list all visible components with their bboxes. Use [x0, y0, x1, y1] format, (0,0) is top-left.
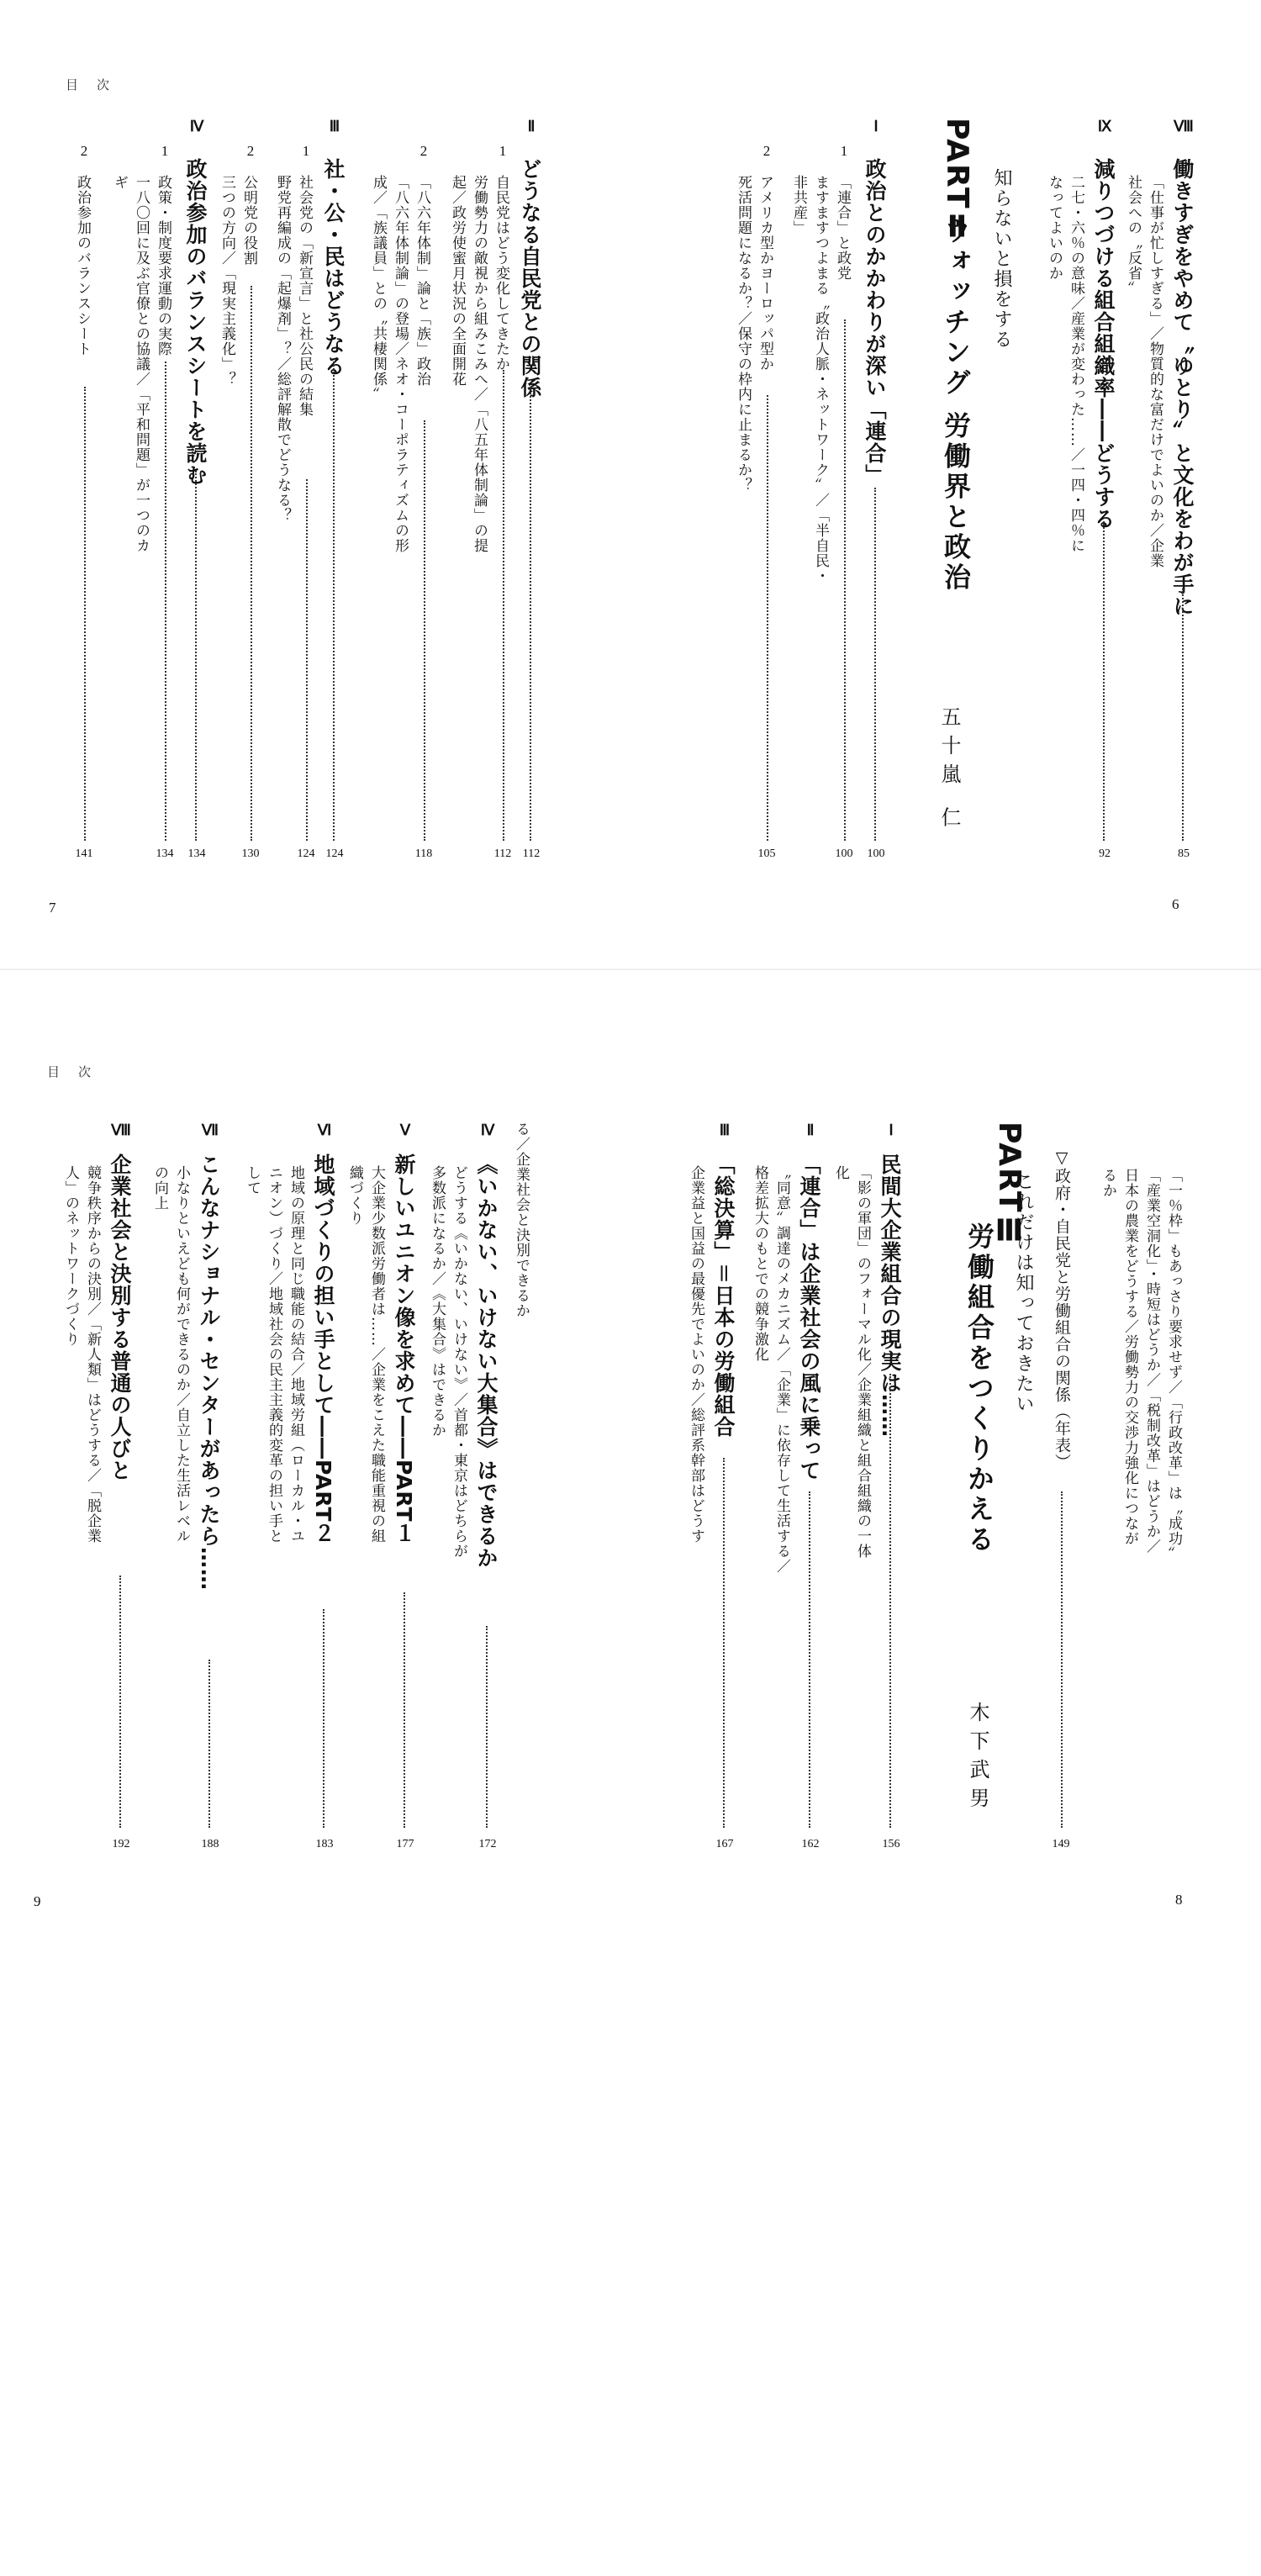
section-number: 2 — [80, 143, 88, 159]
chapter-summary: 「影の軍団」のフォーマル化／企業組織と組合組織の一体 — [854, 1165, 871, 1559]
page-ref: 188 — [201, 1838, 219, 1850]
page-ref: 92 — [1099, 847, 1111, 860]
section-number: 1 — [840, 143, 848, 159]
section-summary: 三つの方向／「現実主義化」？ — [219, 175, 235, 387]
section-summary: 野党再編成の「起爆剤」？／総評解散でどうなる？ — [274, 175, 291, 523]
section-number: 2 — [419, 143, 428, 159]
chapter-numeral: Ⅰ — [889, 1122, 894, 1138]
chapter-summary: して — [244, 1165, 261, 1196]
chapter-summary: どうする《いかない、いけない》／首都・東京はどちらが — [451, 1165, 467, 1559]
chapter-summary: 「仕事が忙しすぎる」／物質的な富だけでよいのか／企業 — [1147, 175, 1163, 568]
page-ref: 183 — [315, 1838, 334, 1850]
section-title: 「連合」と政党 — [834, 175, 851, 281]
chapter-summary: ニオン）づくり／地域社会の民主主義的変革の担い手と — [266, 1165, 282, 1544]
dot-leader — [809, 1491, 810, 1828]
chapter-summary: 「産業空洞化」・時短はどうか／「税制改革」はどうか／ — [1143, 1168, 1160, 1555]
dot-leader — [486, 1626, 488, 1828]
page-ref: 118 — [414, 847, 433, 860]
chapter-summary: 地域の原理と同じ職能の結合／地域労組（ローカル・ユ — [288, 1165, 304, 1544]
chapter-numeral: Ⅳ — [480, 1122, 495, 1138]
chapter-title: 《いかない、いけない大集合》はできるか — [474, 1153, 499, 1569]
chapter-summary: 多数派になるか／《大集合》はできるか — [429, 1165, 446, 1438]
section-summary: 一八〇回に及ぶ官僚との協議／「平和問題」が一つのカ — [133, 175, 150, 553]
page-ref: 172 — [478, 1838, 497, 1850]
chapter-summary: 格差拡大のもとでの競争激化 — [752, 1165, 768, 1362]
chapter-summary: 人」のネットワークづくり — [62, 1165, 79, 1347]
page-ref: 177 — [396, 1838, 414, 1850]
section-number: 2 — [762, 143, 771, 159]
page-ref: 124 — [297, 847, 315, 860]
chapter-summary: 〝同意〟調達のメカニズム／「企業」に依存して生活する／ — [773, 1165, 790, 1574]
section-title: 社会党の「新宣言」と社公民の結集 — [296, 175, 313, 417]
chapter-numeral: Ⅸ — [1097, 118, 1112, 135]
chapter-numeral: Ⅰ — [873, 118, 878, 135]
chapter-summary: 「一％枠」もあっさり要求せず／「行政改革」は〝成功〟 — [1165, 1168, 1182, 1561]
chapter-title: こんなナショナル・センターがあったら…… — [197, 1153, 221, 1591]
chapter-numeral: Ⅲ — [329, 118, 340, 135]
section-summary: 非共産」 — [790, 175, 807, 235]
page-number-right: 8 — [1175, 1892, 1183, 1908]
chapter-numeral: Ⅲ — [719, 1122, 731, 1138]
section-title: 政策・制度要求運動の実際 — [155, 175, 171, 356]
section-number: 1 — [499, 143, 507, 159]
page-ref: 100 — [835, 847, 853, 860]
chapter-summary: 日本の農業をどうする／労働勢力の交渉力強化につなが — [1121, 1168, 1138, 1546]
dot-leader — [333, 362, 335, 841]
chapter-numeral: Ⅷ — [1174, 118, 1194, 135]
chapter-summary: 織づくり — [346, 1165, 363, 1226]
dot-leader — [844, 319, 846, 841]
page-ref: 112 — [493, 847, 512, 860]
section-summary: 労働勢力の敵視から組みこみへ／「八五年体制論」の提 — [471, 175, 488, 553]
section-title: 「八六年体制」論と「族」政治 — [414, 175, 430, 387]
chapter-title: 地域づくりの担い手として――PART２ — [311, 1153, 335, 1544]
dot-leader — [323, 1609, 324, 1828]
dot-leader — [84, 387, 86, 841]
dot-leader — [530, 387, 531, 841]
page-number-right: 6 — [1172, 896, 1179, 912]
section-title: アメリカ型かヨーロッパ型か — [757, 175, 773, 372]
page-ref: 134 — [156, 847, 174, 860]
section-number: 1 — [302, 143, 310, 159]
section-number: 2 — [246, 143, 255, 159]
chapter-title: 「連合」は企業社会の風に乗って — [797, 1153, 821, 1481]
chapter-title: 社・公・民はどうなる — [321, 158, 346, 377]
spread-pages-8-9 — [0, 969, 1261, 1939]
dot-leader — [306, 479, 308, 841]
chapter-summary: なってよいのか — [1046, 175, 1063, 281]
dot-leader — [404, 1592, 405, 1828]
section-title: 自民党はどう変化してきたか — [493, 175, 509, 372]
chapter-numeral: Ⅱ — [806, 1122, 815, 1138]
dot-leader — [119, 1576, 121, 1828]
part-author: 木下武男 — [966, 1702, 989, 1816]
chapter-summary: 社会への〝反省〟 — [1125, 175, 1142, 296]
chapter-summary: の向上 — [151, 1165, 168, 1211]
dot-leader — [889, 1374, 891, 1828]
chapter-summary: 化 — [832, 1165, 849, 1180]
section-summary: 死活問題になるか？／保守の枠内に止まるか？ — [735, 175, 752, 493]
chapter-summary: るか — [1100, 1168, 1116, 1198]
chapter-title: 企業社会と決別する普通の人びと — [108, 1153, 132, 1481]
chapter-title: どうなる自民党との関係 — [518, 158, 542, 399]
part-label: PARTⅢ — [992, 1122, 1026, 1250]
chapter-numeral: Ⅵ — [317, 1122, 332, 1138]
chapter-summary: 企業益と国益の最優先でよいのか／総評系幹部はどうす — [688, 1165, 704, 1544]
page-ref: 134 — [187, 847, 206, 860]
page-ref: 124 — [325, 847, 344, 860]
dot-leader — [1103, 521, 1105, 841]
chapter-numeral: Ⅴ — [399, 1122, 411, 1138]
spread-pages-6-7 — [0, 0, 1261, 969]
chapter-title: 新しいユニオン像を求めて――PART１ — [392, 1153, 416, 1544]
chapter-summary: 二七・六％の意味／産業が変わった……／一四・四％に — [1068, 175, 1084, 553]
section-summary: ますますつよまる〝政治人脈・ネットワーク〟／「半自民・ — [812, 175, 829, 583]
page-ref: 141 — [75, 847, 93, 860]
part-title: 労働組合をつくりかえる — [963, 1222, 995, 1555]
section-summary: 「八六年体制論」の登場／ネオ・コーポラティズムの形 — [392, 175, 409, 553]
page-number-left: 7 — [49, 900, 56, 916]
chapter-numeral: Ⅷ — [111, 1122, 131, 1138]
part-subtitle: これだけは知っておきたい — [1013, 1172, 1034, 1414]
page-ref: 167 — [715, 1838, 734, 1850]
page-ref: 192 — [112, 1838, 130, 1850]
dot-leader — [165, 362, 166, 841]
chapter-summary: 競争秩序からの決別／「新人類」はどうする／「脱企業 — [84, 1165, 101, 1544]
dot-leader — [1182, 589, 1184, 841]
chapter-summary: 大企業少数派労働者は……／企業をこえた職能重視の組 — [368, 1165, 385, 1544]
chapter-title: 「総決算」＝日本の労働組合 — [711, 1153, 736, 1438]
chapter-numeral: Ⅱ — [527, 118, 536, 135]
chapter-numeral: Ⅳ — [189, 118, 204, 135]
dot-leader — [503, 370, 504, 841]
dot-leader — [767, 395, 768, 841]
dot-leader — [251, 286, 252, 841]
page-ref: 149 — [1052, 1838, 1070, 1850]
section-summary: ギ — [111, 175, 128, 190]
page-ref: 100 — [867, 847, 885, 860]
page-ref: 130 — [241, 847, 260, 860]
chapter-title: 政治参加のバランスシートを読む — [183, 158, 208, 486]
part-label: PARTⅡ — [940, 118, 974, 246]
page-ref: 85 — [1178, 847, 1190, 860]
dot-leader — [424, 420, 425, 841]
section-summary: 起／政労使蜜月状況の全面開花 — [449, 175, 466, 387]
page-ref: 162 — [801, 1838, 820, 1850]
part-title: ウォッチング 労働界と政治 — [940, 217, 972, 594]
running-header: 目次 — [47, 1064, 110, 1079]
dot-leader — [1061, 1491, 1063, 1828]
chapter-title: 政治とのかかわりが深い「連合」 — [863, 158, 887, 486]
part-subtitle: 知らないと損をする — [991, 168, 1012, 350]
chronology-title: ▽政府・自民党と労働組合の関係（年表） — [1053, 1148, 1071, 1470]
page-ref: 112 — [522, 847, 541, 860]
dot-leader — [208, 1660, 210, 1828]
chapter-summary: る／企業社会と決別できるか — [513, 1122, 530, 1318]
chapter-summary: 小なりといえども何ができるのか／自立した生活レベル — [173, 1165, 190, 1544]
part-author: 五十嵐 仁 — [937, 706, 961, 836]
section-title: 政治参加のバランスシート — [74, 175, 91, 356]
chapter-title: 減りつづける組合組織率――どうする — [1091, 158, 1116, 530]
page-ref: 156 — [882, 1838, 900, 1850]
dot-leader — [723, 1458, 725, 1828]
section-number: 1 — [161, 143, 169, 159]
chapter-title: 働きすぎをやめて〝ゆとり〟と文化をわが手に — [1170, 158, 1195, 617]
chapter-title: 民間大企業組合の現実は…… — [878, 1153, 902, 1438]
section-title: 公明党の役割 — [240, 175, 257, 266]
page-number-left: 9 — [34, 1893, 41, 1909]
running-header: 目次 — [66, 77, 129, 92]
chapter-numeral: Ⅶ — [201, 1122, 219, 1138]
section-summary: 成／「族議員」との〝共棲関係〟 — [370, 175, 387, 402]
dot-leader — [195, 471, 197, 841]
page-ref: 105 — [757, 847, 776, 860]
dot-leader — [874, 488, 876, 841]
